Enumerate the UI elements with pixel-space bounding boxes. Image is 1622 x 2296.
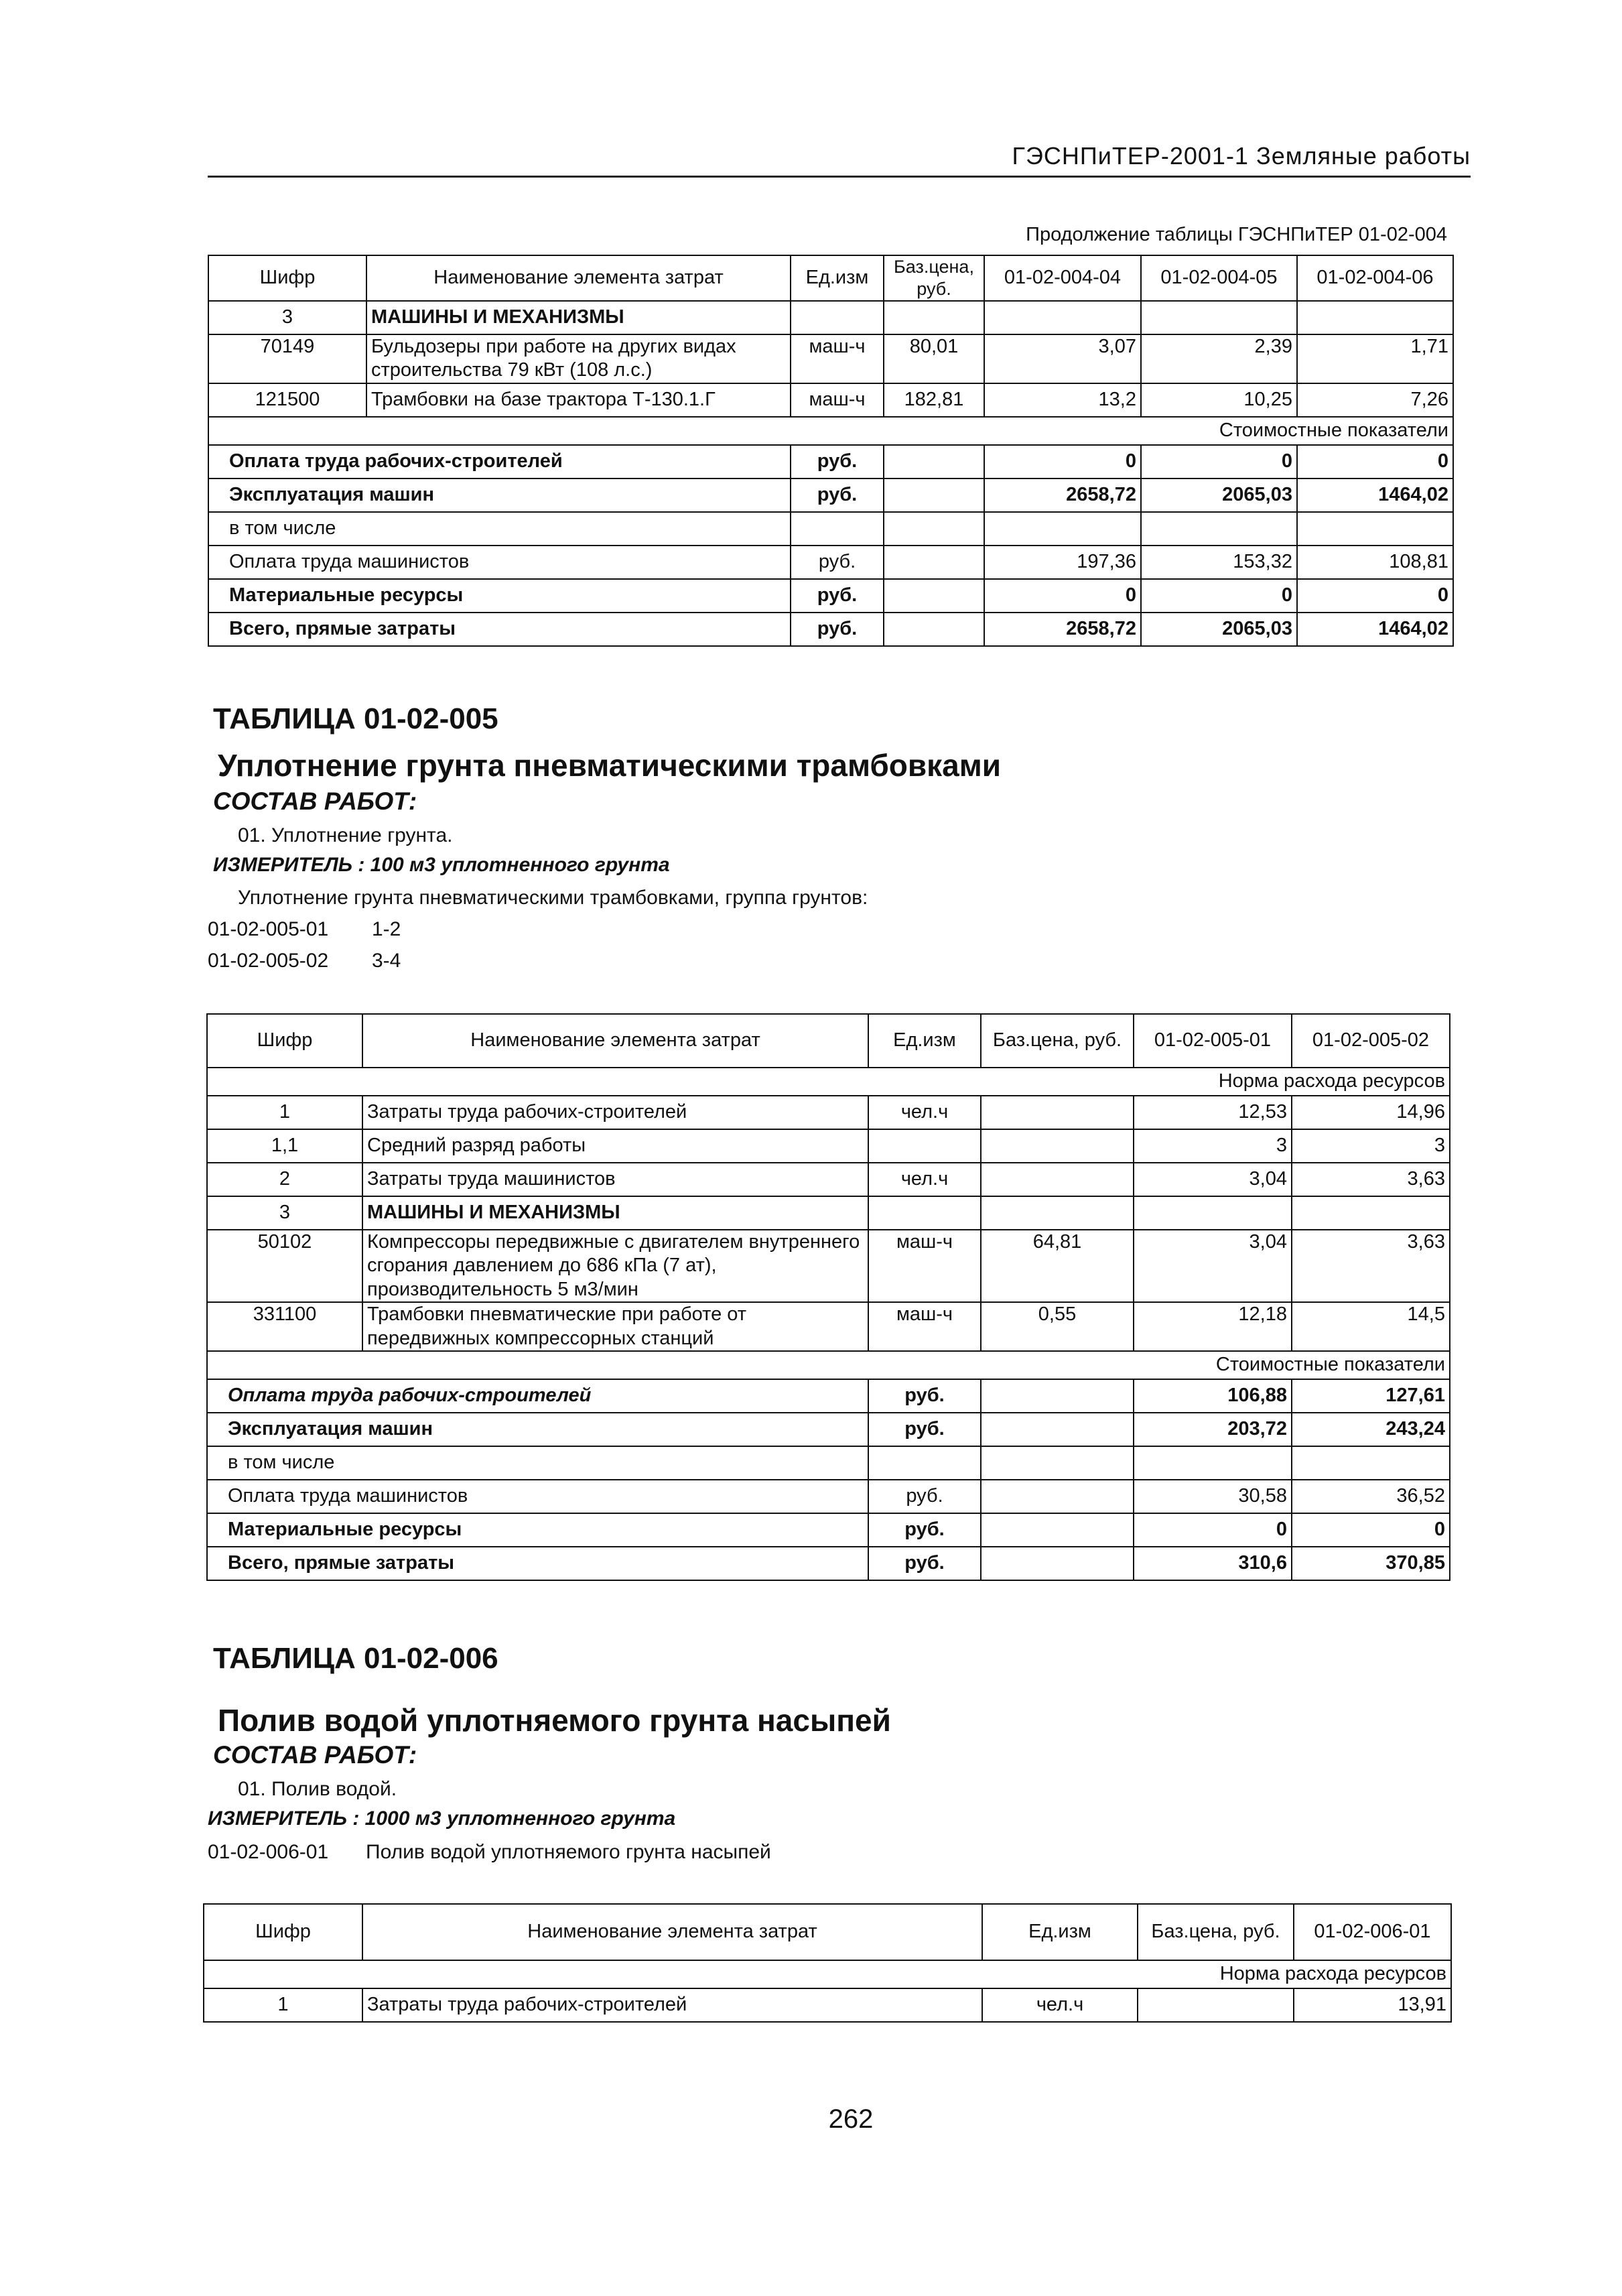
value-cell: 0 [1141,445,1297,479]
header-cell: Ед.изм [868,1014,981,1068]
section-subtitle: Полив водой уплотняемого грунта насыпей [218,1703,891,1738]
cost-name-cell: в том числе [207,1446,868,1480]
work-item: 01. Полив водой. [238,1778,397,1800]
value-cell [1297,301,1453,334]
value-cell: 7,26 [1297,383,1453,417]
value-cell [1134,1446,1292,1480]
value-cell: 13,2 [984,383,1141,417]
table-row [207,1230,1450,1302]
name-cell: МАШИНЫ И МЕХАНИЗМЫ [362,1196,868,1230]
name-cell: Трамбовки на базе трактора Т-130.1.Г [366,383,791,417]
name-cell: МАШИНЫ И МЕХАНИЗМЫ [366,301,791,334]
measurement-unit: ИЗМЕРИТЕЛЬ : 100 м3 уплотненного грунта [213,854,670,876]
value-cell: 0 [1297,579,1453,613]
value-cell: 203,72 [1134,1413,1292,1446]
name-cell: Средний разряд работы [362,1129,868,1163]
section-label-row [204,1960,1451,1988]
value-cell [1292,1446,1450,1480]
cost-name-cell: Всего, прямые затраты [207,1547,868,1580]
value-cell: 106,88 [1134,1379,1292,1413]
header-cell: Наименование элемента затрат [362,1014,868,1068]
unit-cell: руб. [868,1547,981,1580]
header-cell: Баз.цена, руб. [981,1014,1134,1068]
name-cell: Трамбовки пневматические при работе от передвижных компрессорных станций [362,1302,868,1351]
cost-row [207,1513,1450,1547]
soil-group: 3-4 [372,950,401,972]
value-cell: 108,81 [1297,546,1453,579]
value-cell: 12,18 [1134,1302,1292,1351]
header-cell: Ед.изм [982,1904,1138,1960]
cost-row [208,512,1453,546]
header-cell: Баз.цена, руб. [1138,1904,1294,1960]
cost-row [207,1379,1450,1413]
unit-cell: маш-ч [791,383,884,417]
value-cell: 10,25 [1141,383,1297,417]
value-cell [1292,1196,1450,1230]
value-cell [984,512,1141,546]
cost-row [208,613,1453,646]
value-cell [1134,1196,1292,1230]
value-cell: 1,71 [1297,334,1453,383]
price-cell [981,1196,1134,1230]
header-cell: Ед.изм [791,255,884,301]
table-title: ТАБЛИЦА 01-02-006 [213,1642,498,1675]
description: Уплотнение грунта пневматическими трамбовками, группа грунтов: [238,887,868,909]
code-line [208,1841,771,1864]
value-cell: 127,61 [1292,1379,1450,1413]
price-cell [981,1480,1134,1513]
value-cell: 3,04 [1134,1163,1292,1196]
header-cell: Шифр [207,1014,362,1068]
cost-name-cell: Оплата труда рабочих-строителей [207,1379,868,1413]
table-01-02-006 [203,1903,1452,2023]
rate-description: Полив водой уплотняемого грунта насыпей [366,1841,771,1863]
value-cell: 153,32 [1141,546,1297,579]
price-cell: 80,01 [884,334,984,383]
section-label-row [207,1351,1450,1379]
header-cell: Наименование элемента затрат [366,255,791,301]
unit-cell [868,1129,981,1163]
unit-cell: руб. [868,1480,981,1513]
unit-cell [791,512,884,546]
cost-row [208,546,1453,579]
table-row [204,1988,1451,2022]
table-header-row [204,1904,1451,1960]
table-header-row [208,255,1453,301]
unit-cell: руб. [791,613,884,646]
price-cell [884,579,984,613]
price-cell [981,1413,1134,1446]
header-cell: Шифр [204,1904,362,1960]
unit-cell: руб. [791,579,884,613]
header-cell: 01-02-006-01 [1294,1904,1451,1960]
unit-cell: руб. [791,479,884,512]
page-number: 262 [828,2104,874,2134]
price-cell [884,301,984,334]
rate-code: 01-02-005-02 [208,950,329,972]
cost-row [207,1413,1450,1446]
name-cell: Затраты труда рабочих-строителей [362,1096,868,1129]
cost-name-cell: в том числе [208,512,791,546]
header-cell: 01-02-005-01 [1134,1014,1292,1068]
code-line [208,918,401,941]
value-cell [1141,301,1297,334]
cost-name-cell: Оплата труда машинистов [208,546,791,579]
price-cell [884,512,984,546]
cost-name-cell: Эксплуатация машин [208,479,791,512]
unit-cell: маш-ч [868,1230,981,1302]
name-cell: Затраты труда рабочих-строителей [362,1988,982,2022]
value-cell: 13,91 [1294,1988,1451,2022]
cost-indicators-label: Стоимостные показатели [208,417,1453,445]
value-cell: 3,07 [984,334,1141,383]
unit-cell: руб. [791,546,884,579]
measurement-unit: ИЗМЕРИТЕЛЬ : 1000 м3 уплотненного грунта [208,1807,676,1830]
value-cell: 310,6 [1134,1547,1292,1580]
value-cell: 0 [1297,445,1453,479]
price-cell [1138,1988,1294,2022]
price-cell: 0,55 [981,1302,1134,1351]
value-cell: 3,04 [1134,1230,1292,1302]
price-cell: 182,81 [884,383,984,417]
value-cell: 2,39 [1141,334,1297,383]
unit-cell: руб. [791,445,884,479]
continuation-caption: Продолжение таблицы ГЭСНПиТЕР 01-02-004 [1026,224,1447,245]
section-label-row [208,417,1453,445]
price-cell [981,1547,1134,1580]
unit-cell: чел.ч [982,1988,1138,2022]
table-row [208,383,1453,417]
work-composition-heading: СОСТАВ РАБОТ: [213,1741,417,1769]
value-cell: 3 [1292,1129,1450,1163]
header-cell: 01-02-004-05 [1141,255,1297,301]
code-cell: 70149 [208,334,366,383]
header-cell: 01-02-005-02 [1292,1014,1450,1068]
cost-name-cell: Оплата труда рабочих-строителей [208,445,791,479]
code-cell: 1 [207,1096,362,1129]
cost-name-cell: Материальные ресурсы [207,1513,868,1547]
name-cell: Бульдозеры при работе на других видах строительства 79 кВт (108 л.с.) [366,334,791,383]
norm-label: Норма расхода ресурсов [207,1068,1450,1096]
cost-name-cell: Материальные ресурсы [208,579,791,613]
cost-name-cell: Всего, прямые затраты [208,613,791,646]
unit-cell: маш-ч [868,1302,981,1351]
price-cell [884,546,984,579]
value-cell: 2065,03 [1141,613,1297,646]
value-cell: 2065,03 [1141,479,1297,512]
cost-name-cell: Эксплуатация машин [207,1413,868,1446]
header-cell: Баз.цена, руб. [884,255,984,301]
value-cell: 30,58 [1134,1480,1292,1513]
norm-label: Норма расхода ресурсов [204,1960,1451,1988]
value-cell: 2658,72 [984,613,1141,646]
unit-cell: маш-ч [791,334,884,383]
header-rule [208,176,1471,178]
cost-indicators-label: Стоимостные показатели [207,1351,1450,1379]
cost-row [207,1480,1450,1513]
section-label-row [207,1068,1450,1096]
code-cell: 121500 [208,383,366,417]
unit-cell: руб. [868,1413,981,1446]
cost-row [208,479,1453,512]
value-cell: 0 [1134,1513,1292,1547]
value-cell [984,301,1141,334]
price-cell [981,1446,1134,1480]
table-header-row [207,1014,1450,1068]
cost-row [207,1446,1450,1480]
price-cell [981,1379,1134,1413]
cost-row [208,579,1453,613]
value-cell: 0 [984,579,1141,613]
unit-cell [868,1196,981,1230]
table-row [207,1196,1450,1230]
unit-cell: чел.ч [868,1163,981,1196]
unit-cell [791,301,884,334]
table-title: ТАБЛИЦА 01-02-005 [213,702,498,735]
unit-cell [868,1446,981,1480]
value-cell: 36,52 [1292,1480,1450,1513]
running-head: ГЭСНПиТЕР-2001-1 Земляные работы [1012,142,1471,170]
value-cell: 3 [1134,1129,1292,1163]
table-row [207,1163,1450,1196]
value-cell: 0 [984,445,1141,479]
value-cell: 3,63 [1292,1230,1450,1302]
work-composition-heading: СОСТАВ РАБОТ: [213,787,417,815]
price-cell [884,613,984,646]
code-cell: 3 [208,301,366,334]
name-cell: Компрессоры передвижные с двигателем внутреннего сгорания давлением до 686 кПа (7 ат), производительность 5 м3/мин [362,1230,868,1302]
table-row [207,1302,1450,1351]
table-01-02-004-continued [208,255,1454,647]
code-line [208,950,401,972]
price-cell [884,479,984,512]
name-cell: Затраты труда машинистов [362,1163,868,1196]
price-cell [981,1513,1134,1547]
value-cell: 197,36 [984,546,1141,579]
work-item: 01. Уплотнение грунта. [238,824,453,846]
value-cell: 1464,02 [1297,613,1453,646]
soil-group: 1-2 [372,918,401,940]
unit-cell: руб. [868,1379,981,1413]
unit-cell: чел.ч [868,1096,981,1129]
value-cell: 2658,72 [984,479,1141,512]
value-cell [1141,512,1297,546]
code-cell: 331100 [207,1302,362,1351]
value-cell: 0 [1141,579,1297,613]
table-row [208,334,1453,383]
value-cell: 243,24 [1292,1413,1450,1446]
price-cell [981,1096,1134,1129]
price-cell [981,1163,1134,1196]
rate-code: 01-02-006-01 [208,1841,329,1863]
cost-name-cell: Оплата труда машинистов [207,1480,868,1513]
table-01-02-005 [206,1013,1450,1581]
code-cell: 1,1 [207,1129,362,1163]
value-cell: 14,5 [1292,1302,1450,1351]
price-cell: 64,81 [981,1230,1134,1302]
unit-cell: руб. [868,1513,981,1547]
header-cell: Наименование элемента затрат [362,1904,982,1960]
cost-row [207,1547,1450,1580]
section-subtitle: Уплотнение грунта пневматическими трамбовками [218,748,1002,783]
price-cell [981,1129,1134,1163]
code-cell: 50102 [207,1230,362,1302]
code-cell: 2 [207,1163,362,1196]
value-cell: 12,53 [1134,1096,1292,1129]
value-cell: 14,96 [1292,1096,1450,1129]
price-cell [884,445,984,479]
code-cell: 3 [207,1196,362,1230]
value-cell: 1464,02 [1297,479,1453,512]
rate-code: 01-02-005-01 [208,918,329,940]
code-cell: 1 [204,1988,362,2022]
value-cell: 370,85 [1292,1547,1450,1580]
header-cell: 01-02-004-04 [984,255,1141,301]
table-row [208,301,1453,334]
header-cell: Шифр [208,255,366,301]
header-cell: 01-02-004-06 [1297,255,1453,301]
cost-row [208,445,1453,479]
table-row [207,1129,1450,1163]
table-row [207,1096,1450,1129]
value-cell [1297,512,1453,546]
value-cell: 3,63 [1292,1163,1450,1196]
value-cell: 0 [1292,1513,1450,1547]
